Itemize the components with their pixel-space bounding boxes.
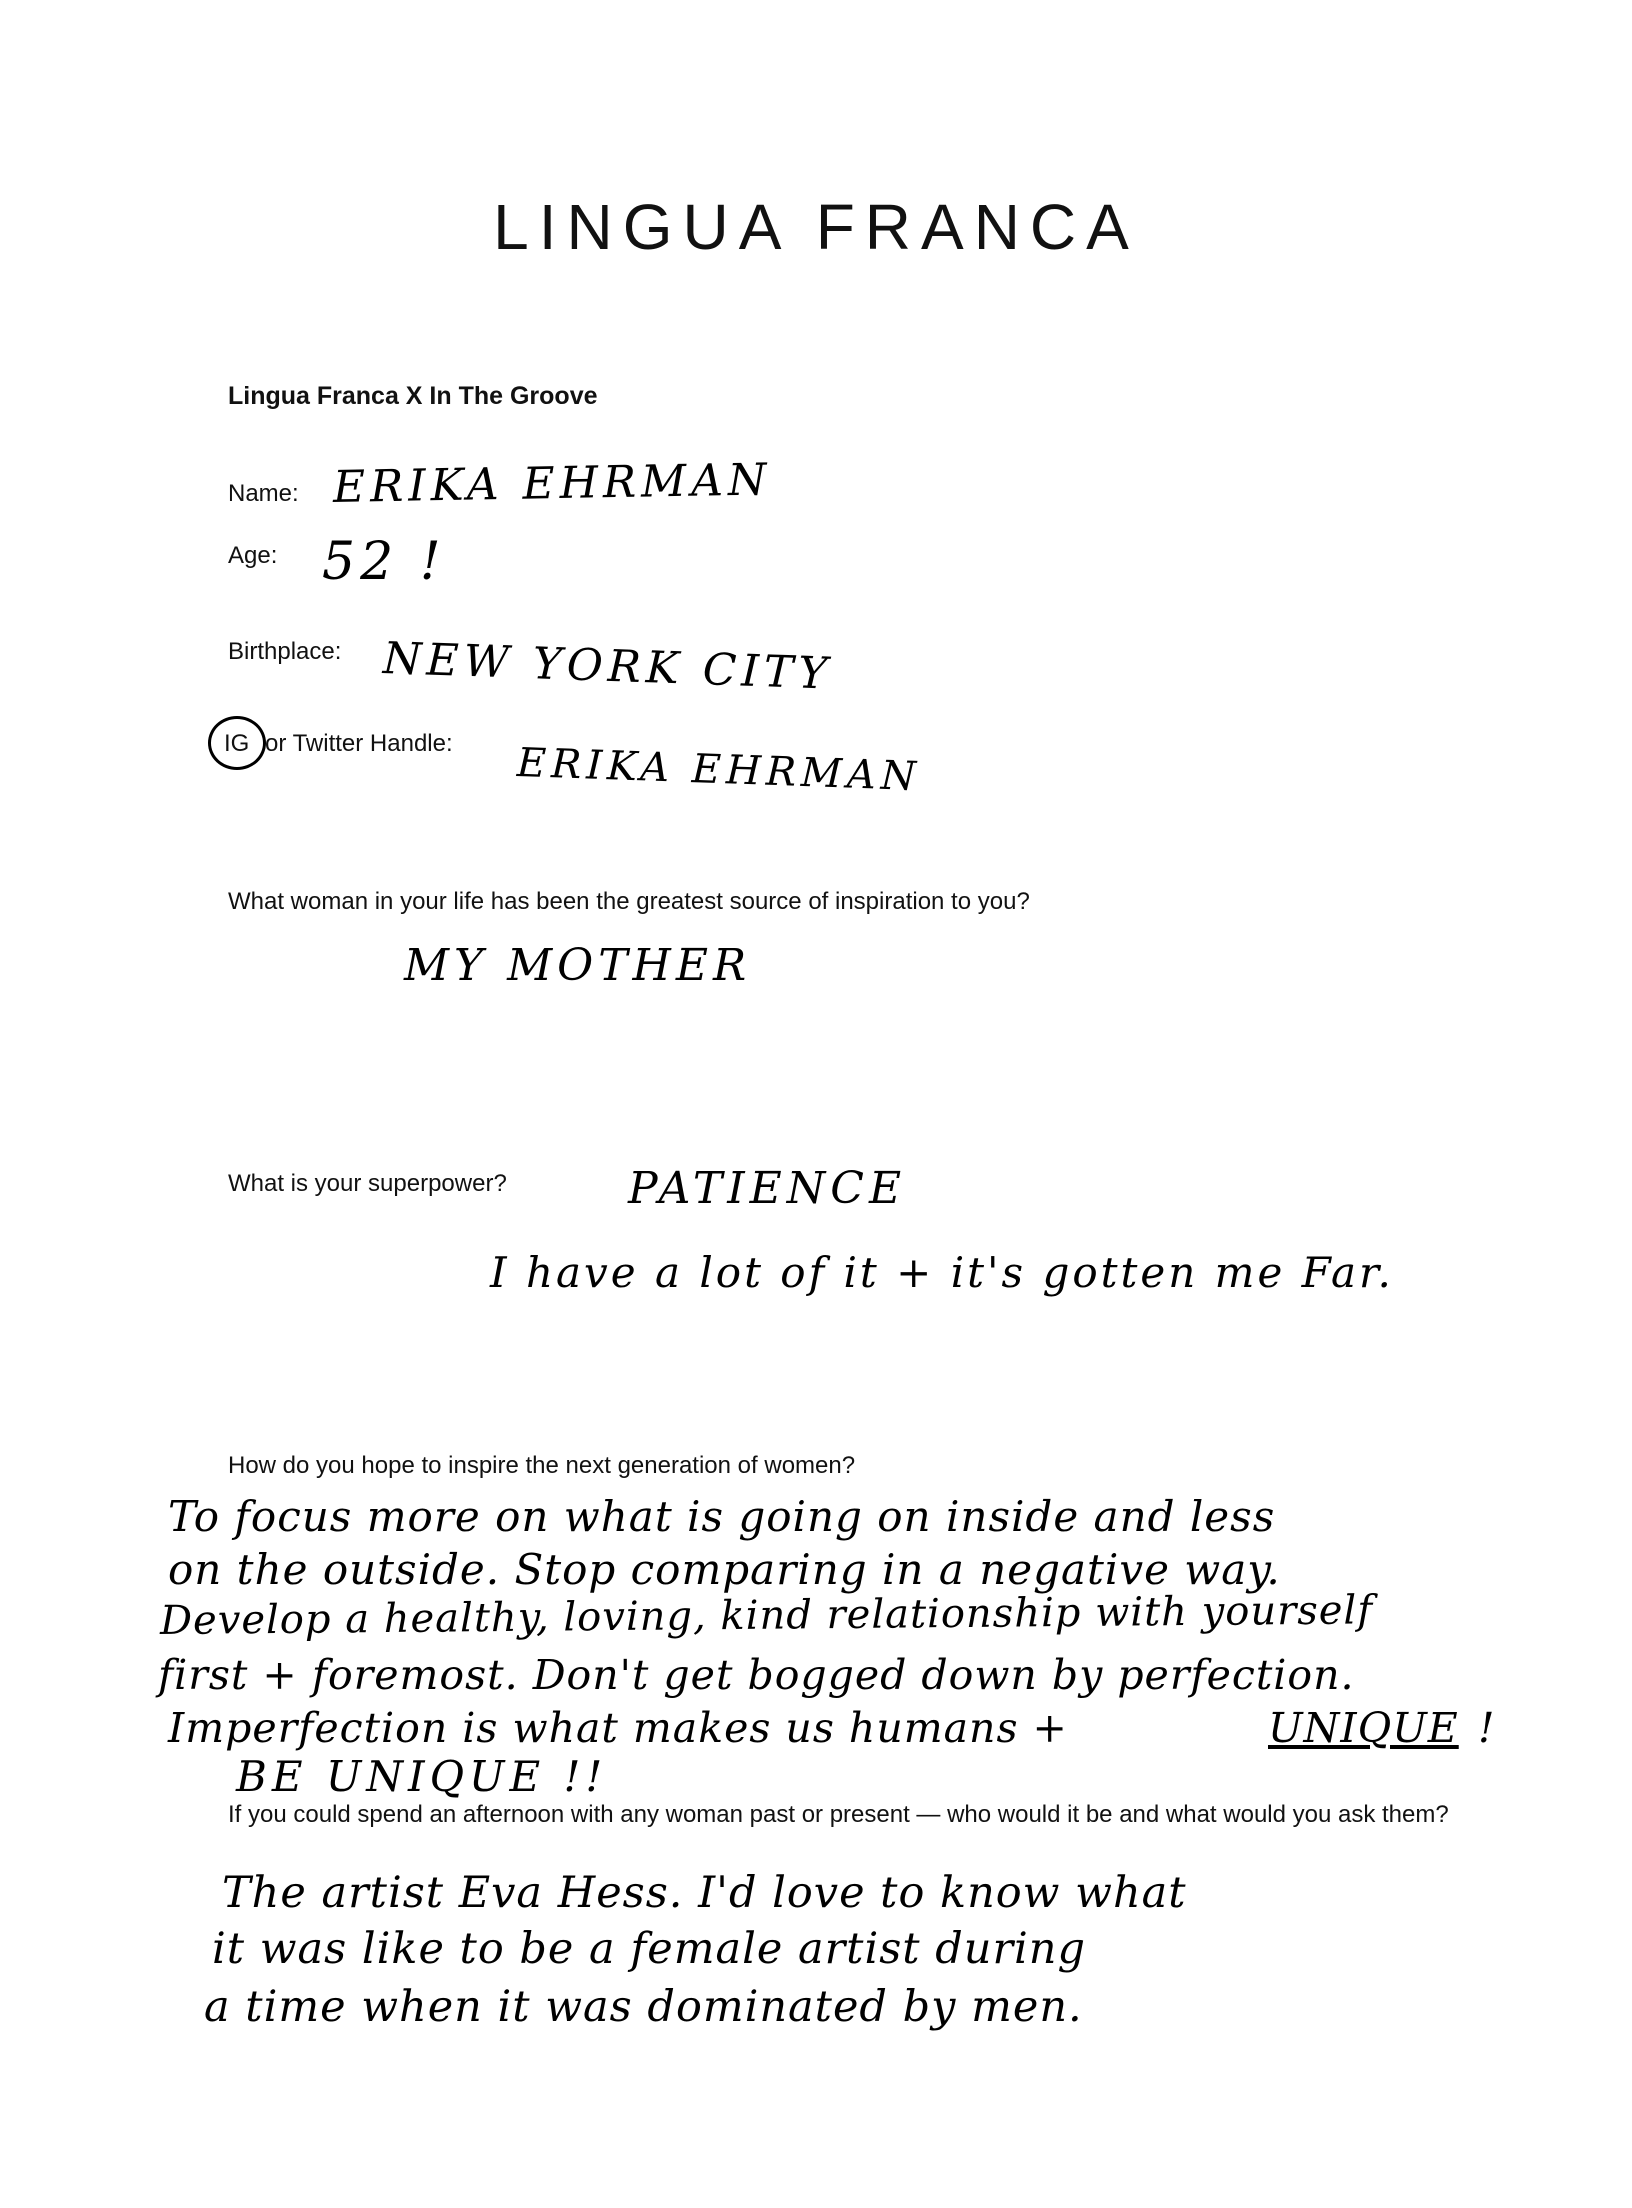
name-value: ERIKA EHRMAN (332, 454, 772, 513)
answer-next-generation-line: Imperfection is what makes us humans + (168, 1704, 1068, 1752)
birthplace-value: NEW YORK CITY (382, 633, 834, 700)
birthplace-label: Birthplace: (228, 638, 342, 665)
age-value: 52 ! (322, 532, 446, 592)
answer-superpower-line: I have a lot of it + it's gotten me Far. (490, 1248, 1394, 1297)
answer-unique-word: UNIQUE (1268, 1704, 1459, 1752)
answer-be-unique: BE UNIQUE !! (236, 1752, 608, 1801)
handle-label: or Twitter Handle: (265, 730, 453, 757)
answer-unique-bang: ! (1478, 1704, 1496, 1752)
brand-title: LINGUA FRANCA (493, 191, 1139, 263)
age-label: Age: (228, 542, 278, 569)
answer-afternoon-line: The artist Eva Hess. I'd love to know what (222, 1868, 1187, 1918)
answer-next-generation-line: on the outside. Stop comparing in a negative way. (168, 1545, 1281, 1594)
name-label: Name: (228, 480, 299, 507)
handle-value: ERIKA EHRMAN (516, 740, 922, 801)
answer-superpower-title: PATIENCE (628, 1163, 907, 1214)
answer-inspiration: MY MOTHER (404, 940, 752, 991)
question-afternoon: If you could spend an afternoon with any woman past or present — who would it be and what would you ask them? (228, 1801, 1449, 1828)
question-inspiration: What woman in your life has been the greatest source of inspiration to you? (228, 888, 1030, 915)
answer-next-generation-line: To focus more on what is going on inside and less (168, 1492, 1276, 1541)
question-next-generation: How do you hope to inspire the next generation of women? (228, 1452, 856, 1479)
question-superpower: What is your superpower? (228, 1170, 507, 1197)
handle-label-ig: IG (224, 730, 250, 757)
answer-next-generation-line: first + foremost. Don't get bogged down by perfection. (158, 1651, 1355, 1699)
form-subtitle: Lingua Franca X In The Groove (228, 382, 598, 410)
answer-next-generation-line: Develop a healthy, loving, kind relationship with yourself (159, 1587, 1374, 1644)
answer-afternoon-line: it was like to be a female artist during (212, 1924, 1086, 1974)
answer-afternoon-line: a time when it was dominated by men. (204, 1982, 1083, 2032)
